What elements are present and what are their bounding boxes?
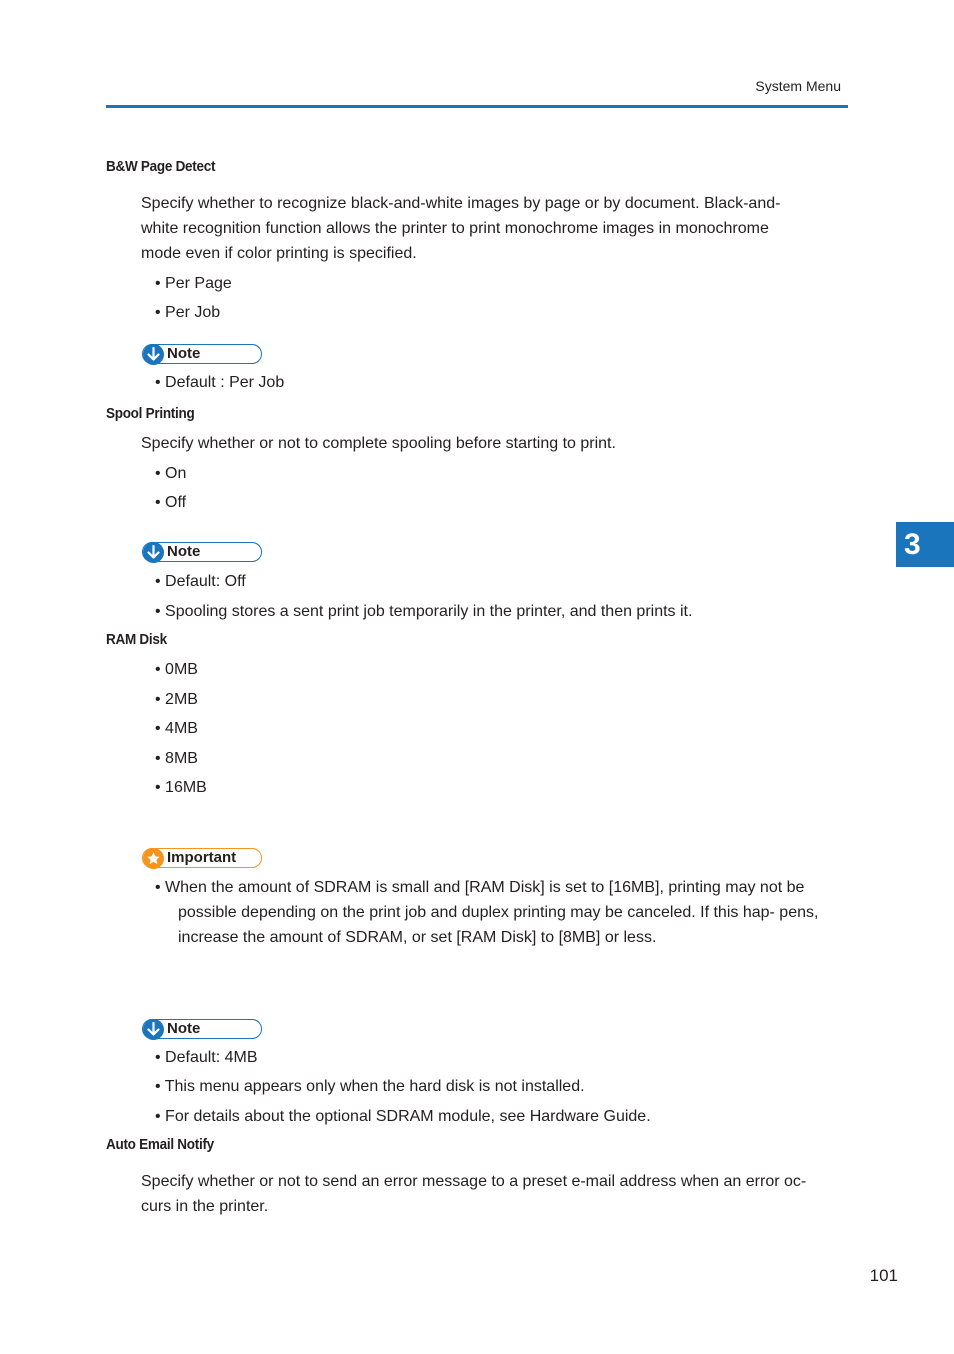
option-item: • Off <box>155 494 187 511</box>
paragraph-line: curs in the printer. <box>141 1198 269 1215</box>
note-item: • This menu appears only when the hard disk is not installed. <box>155 1078 585 1095</box>
section-heading-auto-email-notify: Auto Email Notify <box>106 1136 214 1153</box>
option-item: • 2MB <box>155 691 198 708</box>
arrow-down-icon <box>143 1019 164 1040</box>
option-item: • 0MB <box>155 661 198 678</box>
note-label: Note <box>167 1020 201 1037</box>
paragraph-line: white recognition function allows the printer to print monochrome images in monochrome <box>141 220 769 237</box>
note-item: • Default: Off <box>155 573 246 590</box>
option-item: • On <box>155 465 187 482</box>
paragraph-line: Specify whether to recognize black-and-white images by page or by document. Black-and- <box>141 195 781 212</box>
important-label: Important <box>167 849 237 866</box>
arrow-down-icon <box>143 344 164 365</box>
page-number: 101 <box>869 1266 898 1285</box>
paragraph-line: Specify whether or not to send an error message to a preset e-mail address when an error oc- <box>141 1173 807 1190</box>
option-item: • 16MB <box>155 779 207 796</box>
important-item: • When the amount of SDRAM is small and [RAM Disk] is set to [16MB], printing may not be possible depending on the print job and duplex printing may be canceled. If this hap- pens, increase the amount of SDRAM, or set [RAM Disk] to [8MB] or less. <box>155 879 819 946</box>
running-header-title: System Menu <box>755 78 841 94</box>
option-item: • 4MB <box>155 720 198 737</box>
chapter-tab: 3 <box>896 522 954 567</box>
note-badge <box>142 344 262 364</box>
section-heading-bw-page-detect: B&W Page Detect <box>106 158 216 175</box>
header-rule <box>106 105 848 108</box>
important-badge <box>142 848 262 868</box>
note-label: Note <box>167 345 201 362</box>
paragraph-line: Specify whether or not to complete spooling before starting to print. <box>141 435 616 452</box>
note-item: • Default : Per Job <box>155 374 285 391</box>
option-item: • 8MB <box>155 750 198 767</box>
note-badge <box>142 542 262 562</box>
note-item: • Default: 4MB <box>155 1049 258 1066</box>
option-item: • Per Job <box>155 304 221 321</box>
note-item: • For details about the optional SDRAM module, see Hardware Guide. <box>155 1108 651 1125</box>
arrow-down-icon <box>143 542 164 563</box>
section-heading-spool-printing: Spool Printing <box>106 405 195 422</box>
note-item: • Spooling stores a sent print job temporarily in the printer, and then prints it. <box>155 603 693 620</box>
option-item: • Per Page <box>155 275 232 292</box>
section-heading-ram-disk: RAM Disk <box>106 631 167 648</box>
note-label: Note <box>167 543 201 560</box>
note-badge <box>142 1019 262 1039</box>
star-icon <box>143 848 164 869</box>
paragraph-line: mode even if color printing is specified. <box>141 245 417 262</box>
